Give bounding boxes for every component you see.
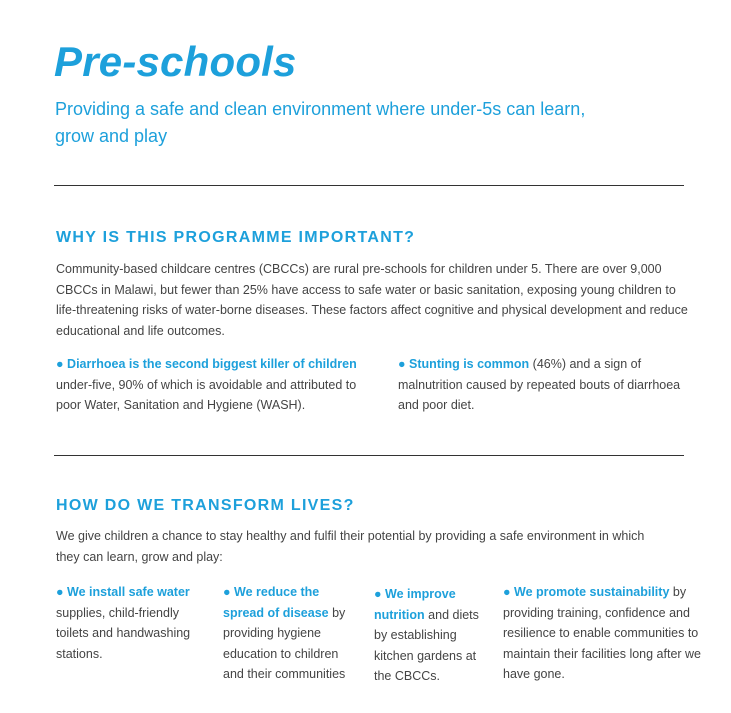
fact-text: (46%) and a sign of malnutrition caused by repeated bouts of diarrhoea and poor diet. — [398, 357, 681, 412]
page-subtitle: Providing a safe and clean environment where under-5s can learn, grow and play — [55, 99, 586, 146]
divider-top — [54, 185, 684, 186]
action-highlight: We promote sustainability — [514, 585, 670, 599]
bullet-icon: ● — [56, 357, 64, 371]
action-text: and diets by establishing kitchen gardens at the CBCCs. — [374, 607, 479, 683]
fact-text: under-five, 90% of which is avoidable and attributed to poor Water, Sanitation and Hygiene (WASH). — [56, 377, 357, 412]
action-improve-nutrition — [374, 584, 492, 687]
action-highlight: We install safe water — [67, 585, 190, 599]
action-reduce-disease — [223, 582, 357, 685]
bullet-icon: ● — [503, 585, 511, 599]
divider-middle — [54, 455, 684, 456]
fact-stunting — [398, 354, 700, 416]
action-safe-water — [56, 582, 208, 664]
fact-highlight: Diarrhoea is the second biggest killer of children — [67, 357, 357, 371]
action-sustainability — [503, 582, 713, 685]
section-body-how: We give children a chance to stay healthy and fulfil their potential by providing a safe environment in which they can learn, grow and play: — [56, 529, 645, 564]
action-highlight: We improve nutrition — [374, 587, 456, 622]
page-title: Pre-schools — [54, 38, 297, 85]
action-highlight: We reduce the spread of disease — [223, 585, 329, 620]
bullet-icon: ● — [398, 357, 406, 371]
bullet-icon: ● — [223, 585, 231, 599]
fact-diarrhoea — [56, 354, 378, 416]
bullet-icon: ● — [56, 585, 64, 599]
action-text: by providing training, confidence and resilience to enable communities to maintain their facilities long after we have gone. — [503, 585, 702, 681]
section-heading-how: HOW DO WE TRANSFORM LIVES? — [56, 497, 355, 514]
section-heading-why: WHY IS THIS PROGRAMME IMPORTANT? — [56, 229, 416, 246]
action-text: supplies, child-friendly toilets and handwashing stations. — [56, 605, 191, 661]
fact-highlight: Stunting is common — [409, 357, 530, 371]
section-body-why: Community-based childcare centres (CBCCs) are rural pre-schools for children under 5. There are over 9,000 CBCCs in Malawi, but fewer than 25% have access to safe water or basic sanitation, exposing young children to life-threatening risks of water-borne diseases. These factors affect cognitive and physical development and reduce educational and life outcomes. — [56, 262, 688, 339]
bullet-icon: ● — [374, 587, 382, 601]
action-text: by providing hygiene education to children and their communities — [223, 605, 346, 681]
